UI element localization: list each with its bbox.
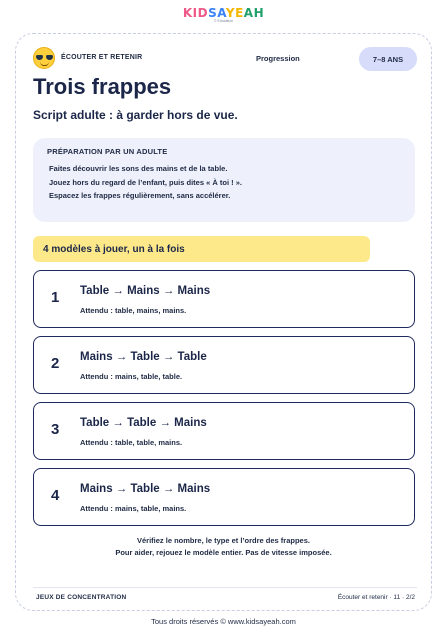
page-title: Trois frappes <box>33 74 172 99</box>
model-sequence: Mains → Table → Table <box>80 351 207 363</box>
footer-category: JEUX DE CONCENTRATION <box>36 594 127 601</box>
model-card-1 <box>33 270 415 328</box>
model-expected: Attendu : table, mains, mains. <box>80 306 187 315</box>
preparation-box <box>33 138 415 222</box>
model-expected: Attendu : table, table, mains. <box>80 438 183 447</box>
copyright-notice: Tous droits réservés © www.kidsayeah.com <box>151 617 296 626</box>
logo-wordmark <box>0 6 447 20</box>
footer-divider <box>33 587 417 588</box>
model-sequence: Mains → Table → Mains <box>80 483 211 495</box>
logo-part-c: YE <box>225 6 244 20</box>
model-sequence: Table → Table → Mains <box>80 417 207 429</box>
model-number: 3 <box>51 421 60 438</box>
footer-page-info: Écouter et retenir · 11 · 2/2 <box>337 594 415 601</box>
cool-face-emoji-icon <box>33 47 55 69</box>
preparation-line: Jouez hors du regard de l’enfant, puis dites « À toi ! ». <box>49 177 242 187</box>
model-number: 2 <box>51 355 60 372</box>
model-expected: Attendu : mains, table, table. <box>80 372 183 381</box>
page-subtitle: Script adulte : à garder hors de vue. <box>33 108 238 122</box>
age-badge: 7–8 ANS <box>359 47 417 71</box>
model-card-4 <box>33 468 415 526</box>
logo-part-d: AH <box>243 6 265 20</box>
progression-label: Progression <box>256 54 300 63</box>
preparation-line: Faites découvrir les sons des mains et de la table. <box>49 164 228 173</box>
section-label: ÉCOUTER ET RETENIR <box>61 54 143 61</box>
brand-logo <box>0 6 447 23</box>
worksheet-card <box>15 33 432 611</box>
model-sequence: Table → Mains → Mains <box>80 285 211 297</box>
logo-part-a: KID <box>182 6 209 20</box>
logo-part-b: SA <box>208 6 226 20</box>
model-number: 4 <box>51 487 60 504</box>
logo-subtitle: © Education <box>213 19 234 23</box>
models-banner: 4 modèles à jouer, un à la fois <box>33 236 370 262</box>
model-card-3 <box>33 402 415 460</box>
preparation-title: PRÉPARATION PAR UN ADULTE <box>47 147 168 156</box>
preparation-line: Espacez les frappes régulièrement, sans accélérer. <box>49 191 231 200</box>
instruction-note: Pour aider, rejouez le modèle entier. Pas de vitesse imposée. <box>115 548 332 557</box>
model-number: 1 <box>51 289 60 306</box>
model-card-2 <box>33 336 415 394</box>
instruction-note: Vérifiez le nombre, le type et l’ordre des frappes. <box>137 536 310 545</box>
worksheet-header <box>33 47 417 71</box>
model-expected: Attendu : mains, table, mains. <box>80 504 187 513</box>
